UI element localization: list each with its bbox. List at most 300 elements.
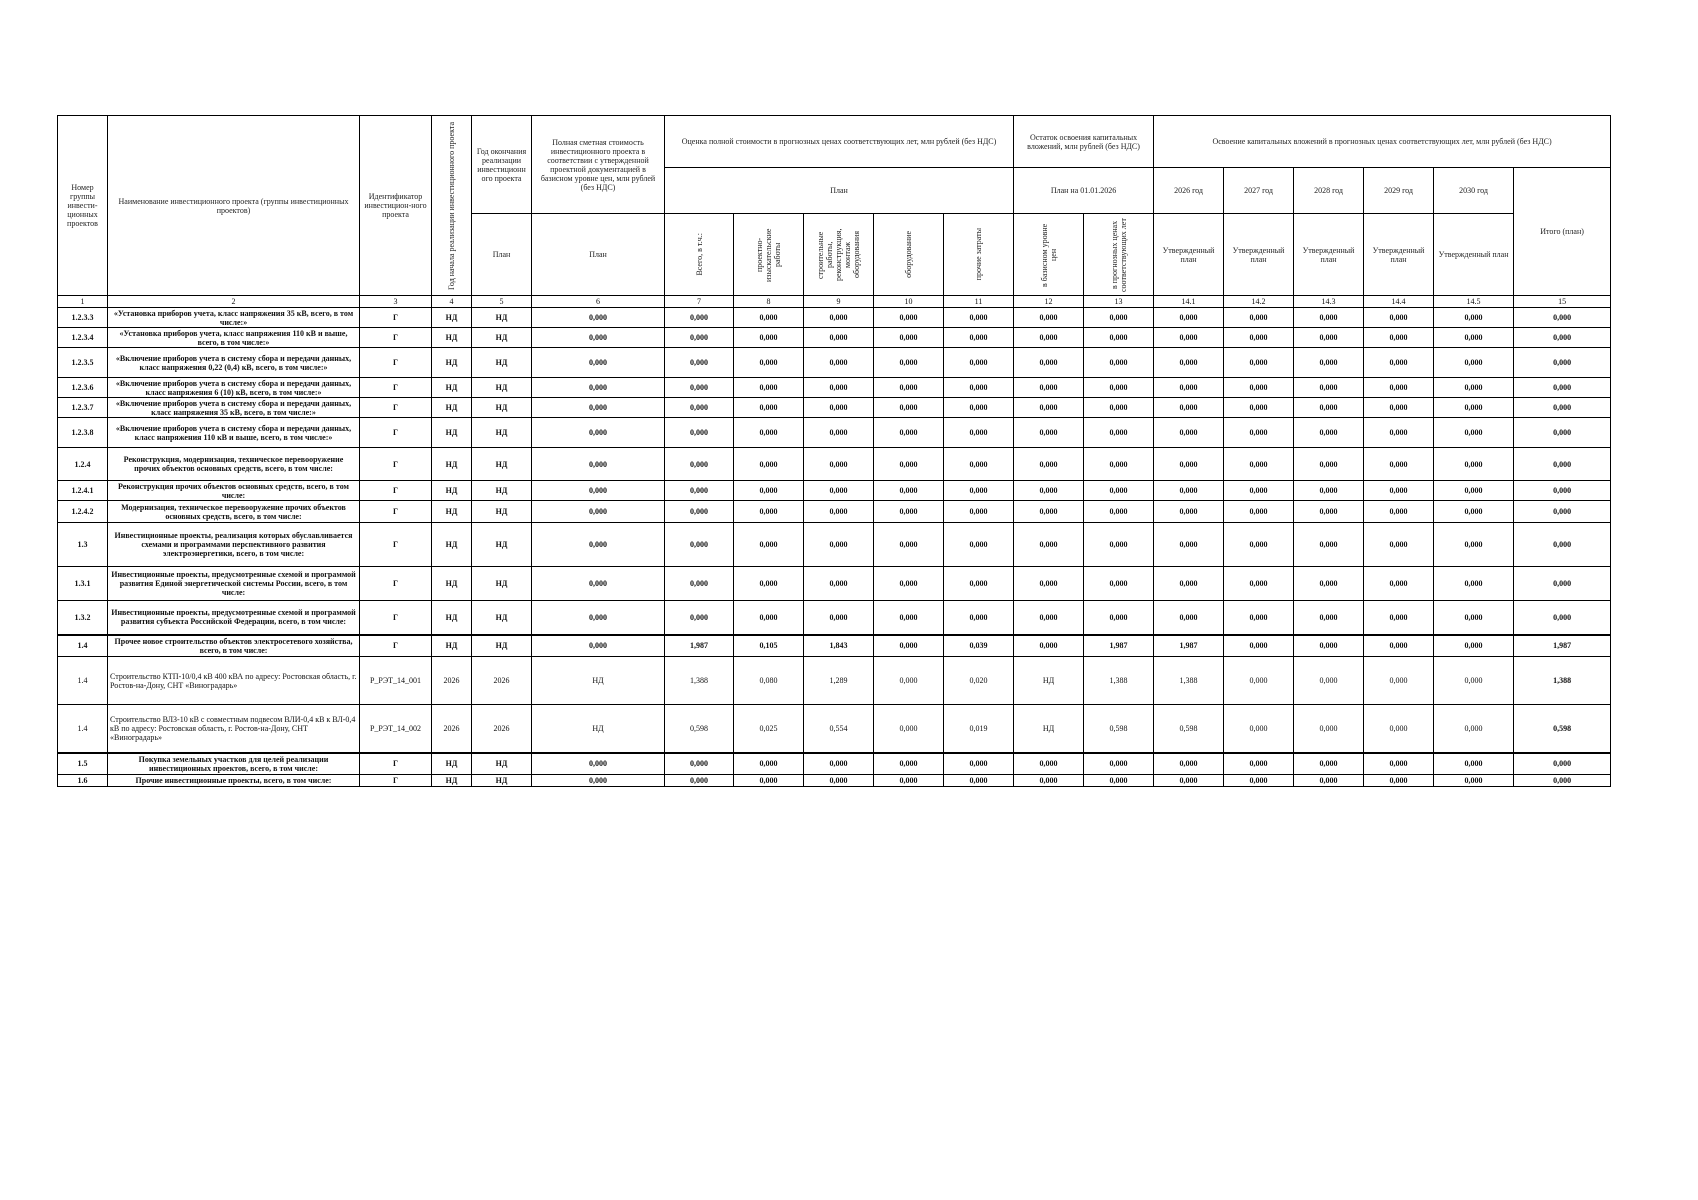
- project-name-cell: «Включение приборов учета в систему сбора и передачи данных, класс напряжения 35 кВ, всего, в том числе:»: [108, 398, 360, 418]
- table-cell: 0,000: [665, 523, 734, 567]
- header-year-2029: 2029 год: [1364, 168, 1434, 214]
- table-cell: 0,105: [734, 635, 804, 657]
- column-number: 14.3: [1294, 296, 1364, 308]
- table-cell: 1,987: [1154, 635, 1224, 657]
- table-cell: 0,000: [874, 448, 944, 481]
- table-header: [58, 116, 1611, 308]
- table-cell: 0,000: [874, 481, 944, 501]
- table-row: [58, 418, 1611, 448]
- table-cell: 0,000: [532, 635, 665, 657]
- table-cell: 0,598: [1084, 705, 1154, 753]
- table-cell: 0,000: [1364, 448, 1434, 481]
- header-construction-works-label: строительные работы, реконструкция, монтаж оборудования: [816, 228, 861, 281]
- table-cell: 0,000: [1364, 398, 1434, 418]
- project-name-cell: Покупка земельных участков для целей реализации инвестиционных проектов, всего, в том числе:: [108, 753, 360, 775]
- table-cell: 0,000: [944, 753, 1014, 775]
- table-cell: 0,000: [1434, 448, 1514, 481]
- table-cell: 0,000: [665, 448, 734, 481]
- table-cell: 0,000: [874, 308, 944, 328]
- table-cell: 0,000: [665, 481, 734, 501]
- table-cell: 0,000: [1154, 775, 1224, 787]
- table-cell: 1,843: [804, 635, 874, 657]
- table-cell: Г: [360, 635, 432, 657]
- header-full-cost: Полная сметная стоимость инвестиционного проекта в соответствии с утвержденной проектной документацией в базисном уровне цен, млн рублей (без НДС): [532, 116, 665, 214]
- table-row: [58, 753, 1611, 775]
- table-cell: 0,000: [1434, 418, 1514, 448]
- column-number: 7: [665, 296, 734, 308]
- table-cell: 0,000: [1084, 501, 1154, 523]
- table-cell: 0,000: [1084, 481, 1154, 501]
- table-cell: НД: [472, 753, 532, 775]
- table-cell: 0,000: [734, 398, 804, 418]
- table-cell: 1,388: [1084, 657, 1154, 705]
- table-cell: 0,080: [734, 657, 804, 705]
- table-cell: Г: [360, 328, 432, 348]
- table-cell: 0,000: [1084, 523, 1154, 567]
- column-number: 12: [1014, 296, 1084, 308]
- table-cell: 0,000: [1364, 523, 1434, 567]
- table-cell: 0,000: [1084, 601, 1154, 635]
- table-cell: 0,019: [944, 705, 1014, 753]
- table-cell: 0,000: [944, 308, 1014, 328]
- row-number-cell: 1.2.4.1: [58, 481, 108, 501]
- header-plan-on-date: План на 01.01.2026: [1014, 168, 1154, 214]
- table-cell: 0,000: [874, 705, 944, 753]
- column-number-row: [58, 296, 1611, 308]
- table-cell: 0,000: [944, 775, 1014, 787]
- header-start-year-label: Год начала реализации инвестиционного проекта: [447, 121, 456, 290]
- table-cell: 0,000: [1434, 567, 1514, 601]
- table-cell: 0,000: [532, 753, 665, 775]
- table-cell: 1,388: [1154, 657, 1224, 705]
- table-cell: 0,000: [665, 567, 734, 601]
- table-cell: 0,000: [1224, 418, 1294, 448]
- table-cell: 0,000: [874, 348, 944, 378]
- table-cell: 0,000: [1434, 775, 1514, 787]
- table-cell: НД: [472, 567, 532, 601]
- table-cell: 0,000: [1434, 328, 1514, 348]
- table-cell: 0,000: [1154, 501, 1224, 523]
- table-cell: 0,000: [1014, 753, 1084, 775]
- table-cell: 0,000: [1224, 501, 1294, 523]
- table-cell: НД: [432, 523, 472, 567]
- header-year-2030: 2030 год: [1434, 168, 1514, 214]
- row-number-cell: 1.2.3.3: [58, 308, 108, 328]
- table-cell: 0,000: [1154, 523, 1224, 567]
- table-cell: 0,000: [874, 523, 944, 567]
- table-cell: 0,000: [1224, 308, 1294, 328]
- table-row: [58, 523, 1611, 567]
- table-cell: Г: [360, 523, 432, 567]
- table-cell: 0,000: [1224, 523, 1294, 567]
- table-cell: 0,000: [532, 501, 665, 523]
- header-approved-2026: Утвержденный план: [1154, 214, 1224, 296]
- table-row: [58, 308, 1611, 328]
- table-cell: 0,000: [1364, 418, 1434, 448]
- header-year-2026: 2026 год: [1154, 168, 1224, 214]
- table-cell: 1,388: [1514, 657, 1611, 705]
- table-cell: 0,000: [532, 378, 665, 398]
- table-cell: 0,000: [874, 501, 944, 523]
- row-number-cell: 1.4: [58, 657, 108, 705]
- table-row: [58, 601, 1611, 635]
- table-cell: 0,000: [1364, 635, 1434, 657]
- table-cell: 0,000: [804, 308, 874, 328]
- column-number: 4: [432, 296, 472, 308]
- table-cell: НД: [472, 523, 532, 567]
- table-cell: 1,388: [665, 657, 734, 705]
- project-name-cell: «Включение приборов учета в систему сбора и передачи данных, класс напряжения 0,22 (0,4) кВ, всего, в том числе:»: [108, 348, 360, 378]
- table-cell: 0,000: [734, 308, 804, 328]
- table-row: [58, 398, 1611, 418]
- table-cell: 0,000: [874, 328, 944, 348]
- table-cell: 0,000: [1154, 753, 1224, 775]
- table-cell: НД: [432, 378, 472, 398]
- project-name-cell: Строительство КТП-10/0,4 кВ 400 кВА по адресу: Ростовская область, г. Ростов-на-Дону, СНТ «Виноградарь»: [108, 657, 360, 705]
- table-cell: НД: [432, 501, 472, 523]
- row-number-cell: 1.5: [58, 753, 108, 775]
- row-number-cell: 1.2.3.8: [58, 418, 108, 448]
- table-cell: 0,000: [1294, 523, 1364, 567]
- table-cell: 0,000: [532, 481, 665, 501]
- table-cell: 0,000: [1514, 328, 1611, 348]
- header-other-costs: [944, 214, 1014, 296]
- table-cell: 0,000: [1084, 378, 1154, 398]
- table-cell: 0,000: [1434, 705, 1514, 753]
- table-cell: 0,000: [944, 328, 1014, 348]
- table-cell: 0,000: [1294, 378, 1364, 398]
- table-cell: 0,000: [1014, 523, 1084, 567]
- header-total-plan: [1514, 168, 1611, 296]
- row-number-cell: 1.6: [58, 775, 108, 787]
- project-name-cell: Строительство ВЛЗ-10 кВ с совместным подвесом ВЛИ-0,4 кВ к ВЛ-0,4 кВ по адресу: Ростовская область, г. Ростов-на-Дону, СНТ «Виноградарь»: [108, 705, 360, 753]
- column-number: 9: [804, 296, 874, 308]
- table-cell: 0,000: [532, 523, 665, 567]
- header-total-plan-label: Итого (план): [1540, 227, 1584, 236]
- table-cell: 0,020: [944, 657, 1014, 705]
- table-cell: 0,000: [1434, 523, 1514, 567]
- project-name-cell: «Установка приборов учета, класс напряжения 110 кВ и выше, всего, в том числе:»: [108, 328, 360, 348]
- row-number-cell: 1.4: [58, 635, 108, 657]
- table-cell: НД: [472, 328, 532, 348]
- table-cell: НД: [432, 753, 472, 775]
- table-cell: 0,000: [1014, 481, 1084, 501]
- table-cell: 0,000: [804, 418, 874, 448]
- table-cell: 0,000: [1224, 657, 1294, 705]
- table-cell: НД: [472, 501, 532, 523]
- header-construction-works: [804, 214, 874, 296]
- table-cell: 0,000: [1224, 378, 1294, 398]
- table-cell: 0,000: [1514, 448, 1611, 481]
- table-cell: 0,000: [874, 657, 944, 705]
- table-cell: 0,000: [1364, 328, 1434, 348]
- table-cell: 0,000: [1014, 601, 1084, 635]
- header-full-cost-plan: План: [532, 214, 665, 296]
- column-number: 6: [532, 296, 665, 308]
- table-cell: 0,000: [1364, 567, 1434, 601]
- table-cell: 0,000: [1434, 378, 1514, 398]
- table-cell: НД: [532, 657, 665, 705]
- table-cell: 0,000: [734, 481, 804, 501]
- table-cell: 0,000: [804, 448, 874, 481]
- project-name-cell: «Включение приборов учета в систему сбора и передачи данных, класс напряжения 110 кВ и выше, всего, в том числе:»: [108, 418, 360, 448]
- table-cell: 0,000: [1154, 328, 1224, 348]
- header-base-level-label: в базисном уровне цен: [1039, 222, 1058, 287]
- table-cell: Г: [360, 378, 432, 398]
- table-cell: 1,987: [665, 635, 734, 657]
- table-cell: 0,000: [1514, 481, 1611, 501]
- table-cell: НД: [472, 348, 532, 378]
- column-number: 14.5: [1434, 296, 1514, 308]
- table-cell: 0,000: [944, 601, 1014, 635]
- table-cell: 0,000: [1014, 448, 1084, 481]
- table-cell: Г: [360, 481, 432, 501]
- table-cell: 0,000: [734, 753, 804, 775]
- table-cell: 0,000: [1364, 601, 1434, 635]
- table-row: [58, 481, 1611, 501]
- header-start-year: [432, 116, 472, 296]
- column-number: 14.4: [1364, 296, 1434, 308]
- header-remain: Остаток освоения капитальных вложений, млн рублей (без НДС): [1014, 116, 1154, 168]
- header-project-id: Идентификатор инвестицион-ного проекта: [360, 116, 432, 296]
- table-cell: 2026: [472, 705, 532, 753]
- header-year-2027: 2027 год: [1224, 168, 1294, 214]
- table-row: [58, 501, 1611, 523]
- header-approved-2030: Утвержденный план: [1434, 214, 1514, 296]
- table-cell: 0,000: [1084, 775, 1154, 787]
- table-cell: 0,000: [1224, 348, 1294, 378]
- column-number: 3: [360, 296, 432, 308]
- table-cell: 0,000: [1514, 601, 1611, 635]
- project-name-cell: Модернизация, техническое перевооружение прочих объектов основных средств, всего, в том числе:: [108, 501, 360, 523]
- table-cell: 0,000: [1224, 775, 1294, 787]
- table-cell: 0,000: [734, 418, 804, 448]
- header-project-name: Наименование инвестиционного проекта (группы инвестиционных проектов): [108, 116, 360, 296]
- table-cell: НД: [432, 775, 472, 787]
- table-cell: 0,000: [1514, 378, 1611, 398]
- table-cell: 0,000: [1014, 308, 1084, 328]
- table-cell: 0,000: [734, 775, 804, 787]
- table-cell: 0,000: [804, 348, 874, 378]
- table-cell: НД: [432, 601, 472, 635]
- table-cell: 0,000: [1154, 481, 1224, 501]
- table-cell: 0,000: [734, 523, 804, 567]
- table-cell: 0,000: [1514, 753, 1611, 775]
- row-number-cell: 1.2.4: [58, 448, 108, 481]
- table-cell: НД: [1014, 705, 1084, 753]
- table-cell: НД: [432, 635, 472, 657]
- column-number: 15: [1514, 296, 1611, 308]
- table-cell: 0,000: [1294, 601, 1364, 635]
- table-cell: 0,000: [1224, 481, 1294, 501]
- row-number-cell: 1.2.3.6: [58, 378, 108, 398]
- project-name-cell: Прочее новое строительство объектов электросетевого хозяйства, всего, в том числе:: [108, 635, 360, 657]
- table-cell: 1,987: [1514, 635, 1611, 657]
- header-end-year: Год окончания реализации инвестиционн ого проекта: [472, 116, 532, 214]
- table-cell: 0,000: [1294, 328, 1364, 348]
- table-cell: 0,000: [1514, 775, 1611, 787]
- table-cell: 0,000: [944, 398, 1014, 418]
- table-cell: Г: [360, 567, 432, 601]
- table-cell: НД: [432, 398, 472, 418]
- table-cell: 0,000: [734, 328, 804, 348]
- table-cell: 0,598: [1154, 705, 1224, 753]
- table-cell: 0,000: [874, 418, 944, 448]
- table-cell: 0,025: [734, 705, 804, 753]
- table-cell: 0,000: [1434, 348, 1514, 378]
- table-cell: 0,000: [1364, 378, 1434, 398]
- table-cell: 0,000: [1364, 753, 1434, 775]
- table-cell: Г: [360, 398, 432, 418]
- table-cell: 0,000: [1434, 308, 1514, 328]
- table-cell: 0,000: [532, 398, 665, 418]
- table-cell: 0,000: [1294, 481, 1364, 501]
- table-cell: 0,000: [532, 308, 665, 328]
- header-estimate: Оценка полной стоимости в прогнозных ценах соответствующих лет, млн рублей (без НДС): [665, 116, 1014, 168]
- row-number-cell: 1.3.2: [58, 601, 108, 635]
- table-cell: 0,000: [1364, 705, 1434, 753]
- table-cell: 0,000: [1014, 567, 1084, 601]
- table-cell: НД: [432, 418, 472, 448]
- table-cell: 0,000: [1514, 348, 1611, 378]
- table-cell: 0,000: [1084, 348, 1154, 378]
- table-cell: 0,000: [1084, 448, 1154, 481]
- table-cell: 0,000: [944, 418, 1014, 448]
- table-cell: Г: [360, 418, 432, 448]
- table-cell: 1,987: [1084, 635, 1154, 657]
- table-cell: 0,000: [1514, 501, 1611, 523]
- table-cell: 0,000: [1294, 308, 1364, 328]
- table-cell: НД: [432, 348, 472, 378]
- table-cell: 0,000: [1514, 567, 1611, 601]
- table-cell: 0,000: [1014, 328, 1084, 348]
- table-cell: P_РЭТ_14_001: [360, 657, 432, 705]
- table-cell: НД: [472, 601, 532, 635]
- table-cell: 0,000: [1294, 448, 1364, 481]
- table-cell: НД: [472, 481, 532, 501]
- table-cell: 0,000: [665, 328, 734, 348]
- table-cell: P_РЭТ_14_002: [360, 705, 432, 753]
- table-cell: 0,000: [804, 775, 874, 787]
- header-equipment: [874, 214, 944, 296]
- table-cell: 0,000: [1224, 635, 1294, 657]
- header-year-2028: 2028 год: [1294, 168, 1364, 214]
- column-number: 13: [1084, 296, 1154, 308]
- row-number-cell: 1.2.3.7: [58, 398, 108, 418]
- table-cell: 0,000: [1014, 635, 1084, 657]
- table-cell: НД: [432, 448, 472, 481]
- project-name-cell: «Включение приборов учета в систему сбора и передачи данных, класс напряжения 6 (10) кВ, всего, в том числе:»: [108, 378, 360, 398]
- row-number-cell: 1.3.1: [58, 567, 108, 601]
- table-cell: 0,000: [665, 308, 734, 328]
- table-cell: Г: [360, 448, 432, 481]
- table-cell: 0,000: [1434, 753, 1514, 775]
- table-cell: НД: [472, 398, 532, 418]
- column-number: 11: [944, 296, 1014, 308]
- table-cell: Г: [360, 308, 432, 328]
- header-all-incl: [665, 214, 734, 296]
- row-number-cell: 1.3: [58, 523, 108, 567]
- table-cell: 0,000: [944, 448, 1014, 481]
- project-name-cell: Инвестиционные проекты, реализация которых обуславливается схемами и программами перспективного развития электроэнергетики, всего, в том числе:: [108, 523, 360, 567]
- table-cell: 0,000: [944, 348, 1014, 378]
- table-row: [58, 705, 1611, 753]
- table-cell: 0,598: [1514, 705, 1611, 753]
- table-cell: 0,598: [665, 705, 734, 753]
- table-cell: 0,000: [1364, 775, 1434, 787]
- table-cell: 0,000: [1154, 448, 1224, 481]
- table-cell: 0,000: [874, 567, 944, 601]
- table-cell: 0,000: [532, 567, 665, 601]
- table-cell: 0,000: [665, 398, 734, 418]
- table-cell: 0,000: [734, 567, 804, 601]
- table-cell: НД: [532, 705, 665, 753]
- row-number-cell: 1.2.4.2: [58, 501, 108, 523]
- table-cell: 0,000: [734, 601, 804, 635]
- table-cell: 0,000: [1294, 705, 1364, 753]
- table-cell: 0,000: [1514, 398, 1611, 418]
- header-mastering: Освоение капитальных вложений в прогнозных ценах соответствующих лет, млн рублей (без НДС): [1154, 116, 1611, 168]
- table-cell: 0,000: [1224, 567, 1294, 601]
- project-name-cell: Реконструкция прочих объектов основных средств, всего, в том числе:: [108, 481, 360, 501]
- column-number: 8: [734, 296, 804, 308]
- table-cell: 0,000: [1434, 501, 1514, 523]
- table-cell: НД: [1014, 657, 1084, 705]
- table-cell: 0,000: [1014, 418, 1084, 448]
- table-cell: 0,000: [1294, 348, 1364, 378]
- header-other-costs-label: прочие затраты: [974, 228, 984, 281]
- table-cell: 0,000: [1014, 378, 1084, 398]
- table-cell: 0,000: [1154, 348, 1224, 378]
- header-base-level: [1014, 214, 1084, 296]
- table-cell: 0,000: [1294, 501, 1364, 523]
- project-name-cell: «Установка приборов учета, класс напряжения 35 кВ, всего, в том числе:»: [108, 308, 360, 328]
- table-cell: 0,000: [804, 601, 874, 635]
- table-cell: 0,000: [1154, 308, 1224, 328]
- table-cell: НД: [472, 308, 532, 328]
- table-cell: 0,000: [734, 448, 804, 481]
- table-row: [58, 448, 1611, 481]
- table-cell: 0,000: [532, 601, 665, 635]
- column-number: 5: [472, 296, 532, 308]
- table-cell: 0,000: [1224, 328, 1294, 348]
- table-cell: НД: [432, 481, 472, 501]
- table-row: [58, 657, 1611, 705]
- table-cell: 0,000: [1154, 378, 1224, 398]
- row-number-cell: 1.4: [58, 705, 108, 753]
- table-cell: 0,000: [1364, 308, 1434, 328]
- table-cell: 0,000: [804, 481, 874, 501]
- column-number: 2: [108, 296, 360, 308]
- table-cell: 0,000: [1434, 601, 1514, 635]
- table-cell: 0,000: [804, 567, 874, 601]
- project-name-cell: Реконструкция, модернизация, техническое перевооружение прочих объектов основных средств, всего, в том числе:: [108, 448, 360, 481]
- table-cell: НД: [472, 378, 532, 398]
- table-cell: 0,000: [1224, 705, 1294, 753]
- row-number-cell: 1.2.3.5: [58, 348, 108, 378]
- table-row: [58, 328, 1611, 348]
- table-cell: 0,000: [1514, 523, 1611, 567]
- investment-projects-table: [57, 115, 1611, 787]
- table-cell: НД: [472, 448, 532, 481]
- table-cell: 0,000: [1224, 448, 1294, 481]
- table-cell: 0,000: [1294, 775, 1364, 787]
- table-cell: 2026: [432, 705, 472, 753]
- header-all-incl-label: Всего, в т.ч.:: [694, 233, 704, 276]
- table-cell: НД: [432, 328, 472, 348]
- header-group-number: Номер группы инвести-ционных проектов: [58, 116, 108, 296]
- table-row: [58, 348, 1611, 378]
